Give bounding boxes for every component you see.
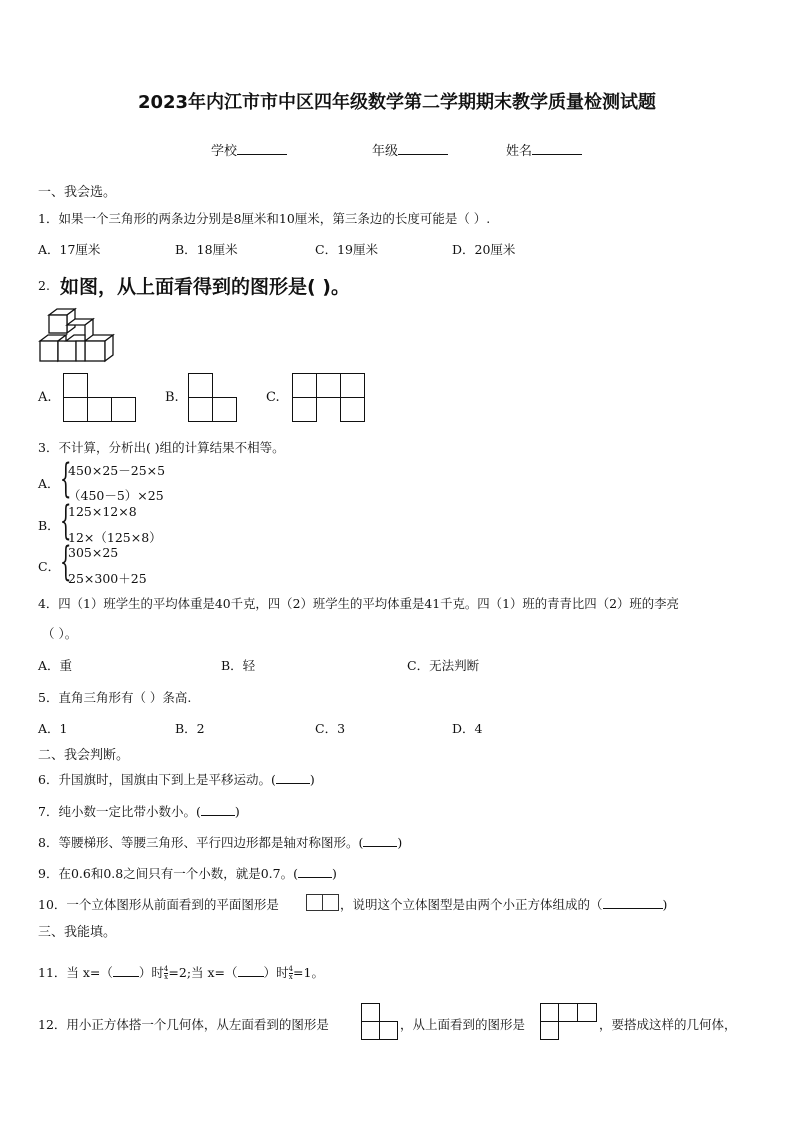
q5-option-a[interactable]: A．1	[38, 721, 68, 736]
school-field[interactable]	[211, 140, 287, 159]
q8-text: 8．等腰梯形、等腰三角形、平行四边形都是轴对称图形。( )	[38, 835, 403, 850]
section-1-heading: 一、我会选。	[38, 185, 117, 200]
q4-text-line1: 4．四（1）班学生的平均体重是40千克，四（2）班学生的平均体重是41千克。四（1）班的青青比四（2）班的李亮	[38, 596, 679, 611]
q2-option-a[interactable]: A.	[38, 390, 52, 405]
q4-option-b[interactable]: B．轻	[221, 658, 256, 673]
q9-answer-blank[interactable]	[298, 866, 332, 878]
q7-answer-blank[interactable]	[201, 804, 235, 816]
name-field[interactable]	[506, 140, 582, 159]
q11-answer-blank-2[interactable]	[238, 965, 264, 977]
q1-text: 1．如果一个三角形的两条边分别是8厘米和10厘米，第三条边的长度可能是（ ）.	[38, 211, 491, 226]
q11-text: 11．当 x=（ ）时 $\frac{4}{x}$ =2;当 x=（ ）时 $\frac{4}{x}$ =1。	[38, 965, 324, 981]
q10-answer-blank[interactable]	[603, 897, 663, 909]
q6-text: 6．升国旗时，国旗由下到上是平移运动。( )	[38, 772, 315, 787]
q3-a-expr2: （450－5）×25	[68, 488, 164, 503]
q11-fraction-2: $\frac{4}{x}$	[288, 965, 294, 981]
q2-option-b[interactable]: B.	[165, 390, 179, 405]
q2-text: 如图，从上面看得到的图形是( )。	[60, 276, 350, 298]
q3-c-expr2: 25×300＋25	[68, 571, 147, 586]
q2-number: 2.	[38, 278, 50, 293]
q8-answer-blank[interactable]	[363, 835, 397, 847]
q3-brace-b: {	[60, 498, 72, 544]
section-3-heading: 三、我能填。	[38, 925, 117, 940]
q5-option-c[interactable]: C．3	[315, 721, 346, 736]
grade-field[interactable]	[372, 140, 448, 159]
q11-answer-blank-1[interactable]	[113, 965, 139, 977]
q1-option-d[interactable]: D．20厘米	[452, 242, 516, 257]
q3-text: 3．不计算，分析出( )组的计算结果不相等。	[38, 440, 285, 455]
q4-text-line2: （ ）。	[42, 626, 78, 641]
page-title: 2023年内江市市中区四年级数学第二学期期末教学质量检测试题	[137, 92, 657, 113]
q5-text: 5．直角三角形有（ ）条高.	[38, 690, 192, 705]
q1-option-a[interactable]: A．17厘米	[38, 242, 101, 257]
q2-option-c[interactable]: C.	[266, 390, 280, 405]
q3-b-expr1: 125×12×8	[68, 504, 137, 519]
q3-a-expr1: 450×25－25×5	[68, 463, 166, 478]
q3-option-b[interactable]: B．	[38, 518, 60, 533]
q3-b-expr2: 12×（125×8）	[68, 530, 162, 545]
q3-option-c[interactable]: C．	[38, 559, 61, 574]
q3-c-expr1: 305×25	[68, 545, 119, 560]
q3-brace-c: {	[60, 539, 72, 585]
q11-fraction-1: $\frac{4}{x}$	[163, 965, 169, 981]
q3-option-a[interactable]: A．	[38, 476, 60, 491]
school-label: 学校	[211, 144, 238, 159]
q10-text-post: ，说明这个立体图型是由两个小正方体组成的（ )	[340, 897, 668, 912]
q4-option-c[interactable]: C．无法判断	[407, 658, 480, 673]
q5-option-d[interactable]: D．4	[452, 721, 483, 736]
section-2-heading: 二、我会判断。	[38, 748, 130, 763]
q9-text: 9．在0.6和0.8之间只有一个小数，就是0.7。( )	[38, 866, 337, 881]
q12-text-pre: 12．用小正方体搭一个几何体，从左面看到的图形是	[38, 1017, 329, 1032]
q1-option-c[interactable]: C．19厘米	[315, 242, 378, 257]
q12-text-mid: ，从上面看到的图形是	[400, 1017, 526, 1032]
grade-label: 年级	[372, 144, 399, 159]
cube-stack-figure	[37, 307, 127, 367]
q5-option-b[interactable]: B．2	[175, 721, 205, 736]
q6-answer-blank[interactable]	[276, 772, 310, 784]
q10-text-pre: 10．一个立体图形从前面看到的平面图形是	[38, 897, 279, 912]
q4-option-a[interactable]: A．重	[38, 658, 73, 673]
name-label: 姓名	[506, 144, 533, 159]
q1-option-b[interactable]: B．18厘米	[175, 242, 238, 257]
q7-text: 7．纯小数一定比带小数小。( )	[38, 804, 240, 819]
q12-text-post: ，要搭成这样的几何体，	[599, 1017, 737, 1032]
q3-brace-a: {	[60, 456, 72, 502]
